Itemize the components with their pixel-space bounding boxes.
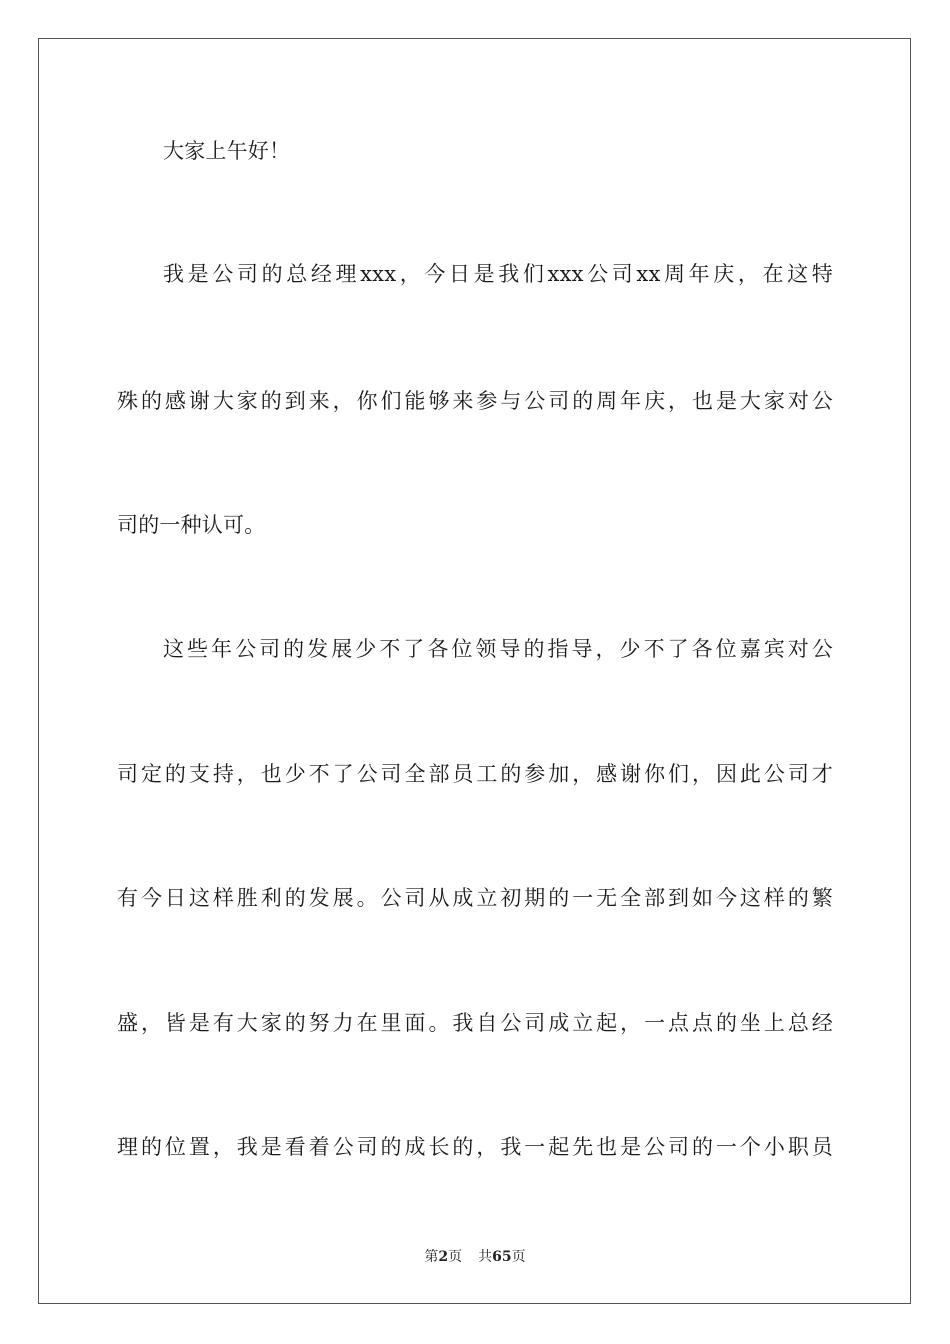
total-suffix: 页 (511, 1249, 526, 1265)
page-prefix: 第 (424, 1249, 439, 1265)
paragraph-1-line-2: 殊的感谢大家的到来，你们能够来参与公司的周年庆，也是大家对公 (117, 389, 833, 413)
paragraph-2-line-1: 这些年公司的发展少不了各位领导的指导，少不了各位嘉宾对公 (163, 637, 833, 661)
paragraph-1-line-1: 我是公司的总经理xxx，今日是我们xxx公司xx周年庆，在这特 (163, 262, 833, 286)
page-number: 2 (438, 1249, 449, 1265)
page-footer (0, 1248, 950, 1266)
paragraph-2-line-3: 有今日这样胜利的发展。公司从成立初期的一无全部到如今这样的繁 (117, 886, 833, 910)
page-border (38, 38, 911, 1304)
total-prefix: 共 (478, 1249, 493, 1265)
paragraph-2-line-5: 理的位置，我是看着公司的成长的，我一起先也是公司的一个小职员 (117, 1135, 833, 1159)
paragraph-1-line-3: 司的一种认可。 (117, 513, 266, 537)
paragraph-2-line-2: 司定的支持，也少不了公司全部员工的参加，感谢你们，因此公司才 (117, 762, 833, 786)
paragraph-2-line-4: 盛，皆是有大家的努力在里面。我自公司成立起，一点点的坐上总经 (117, 1011, 833, 1035)
page-suffix: 页 (448, 1249, 463, 1265)
total-pages: 65 (492, 1249, 512, 1265)
greeting-line: 大家上午好！ (163, 139, 291, 163)
